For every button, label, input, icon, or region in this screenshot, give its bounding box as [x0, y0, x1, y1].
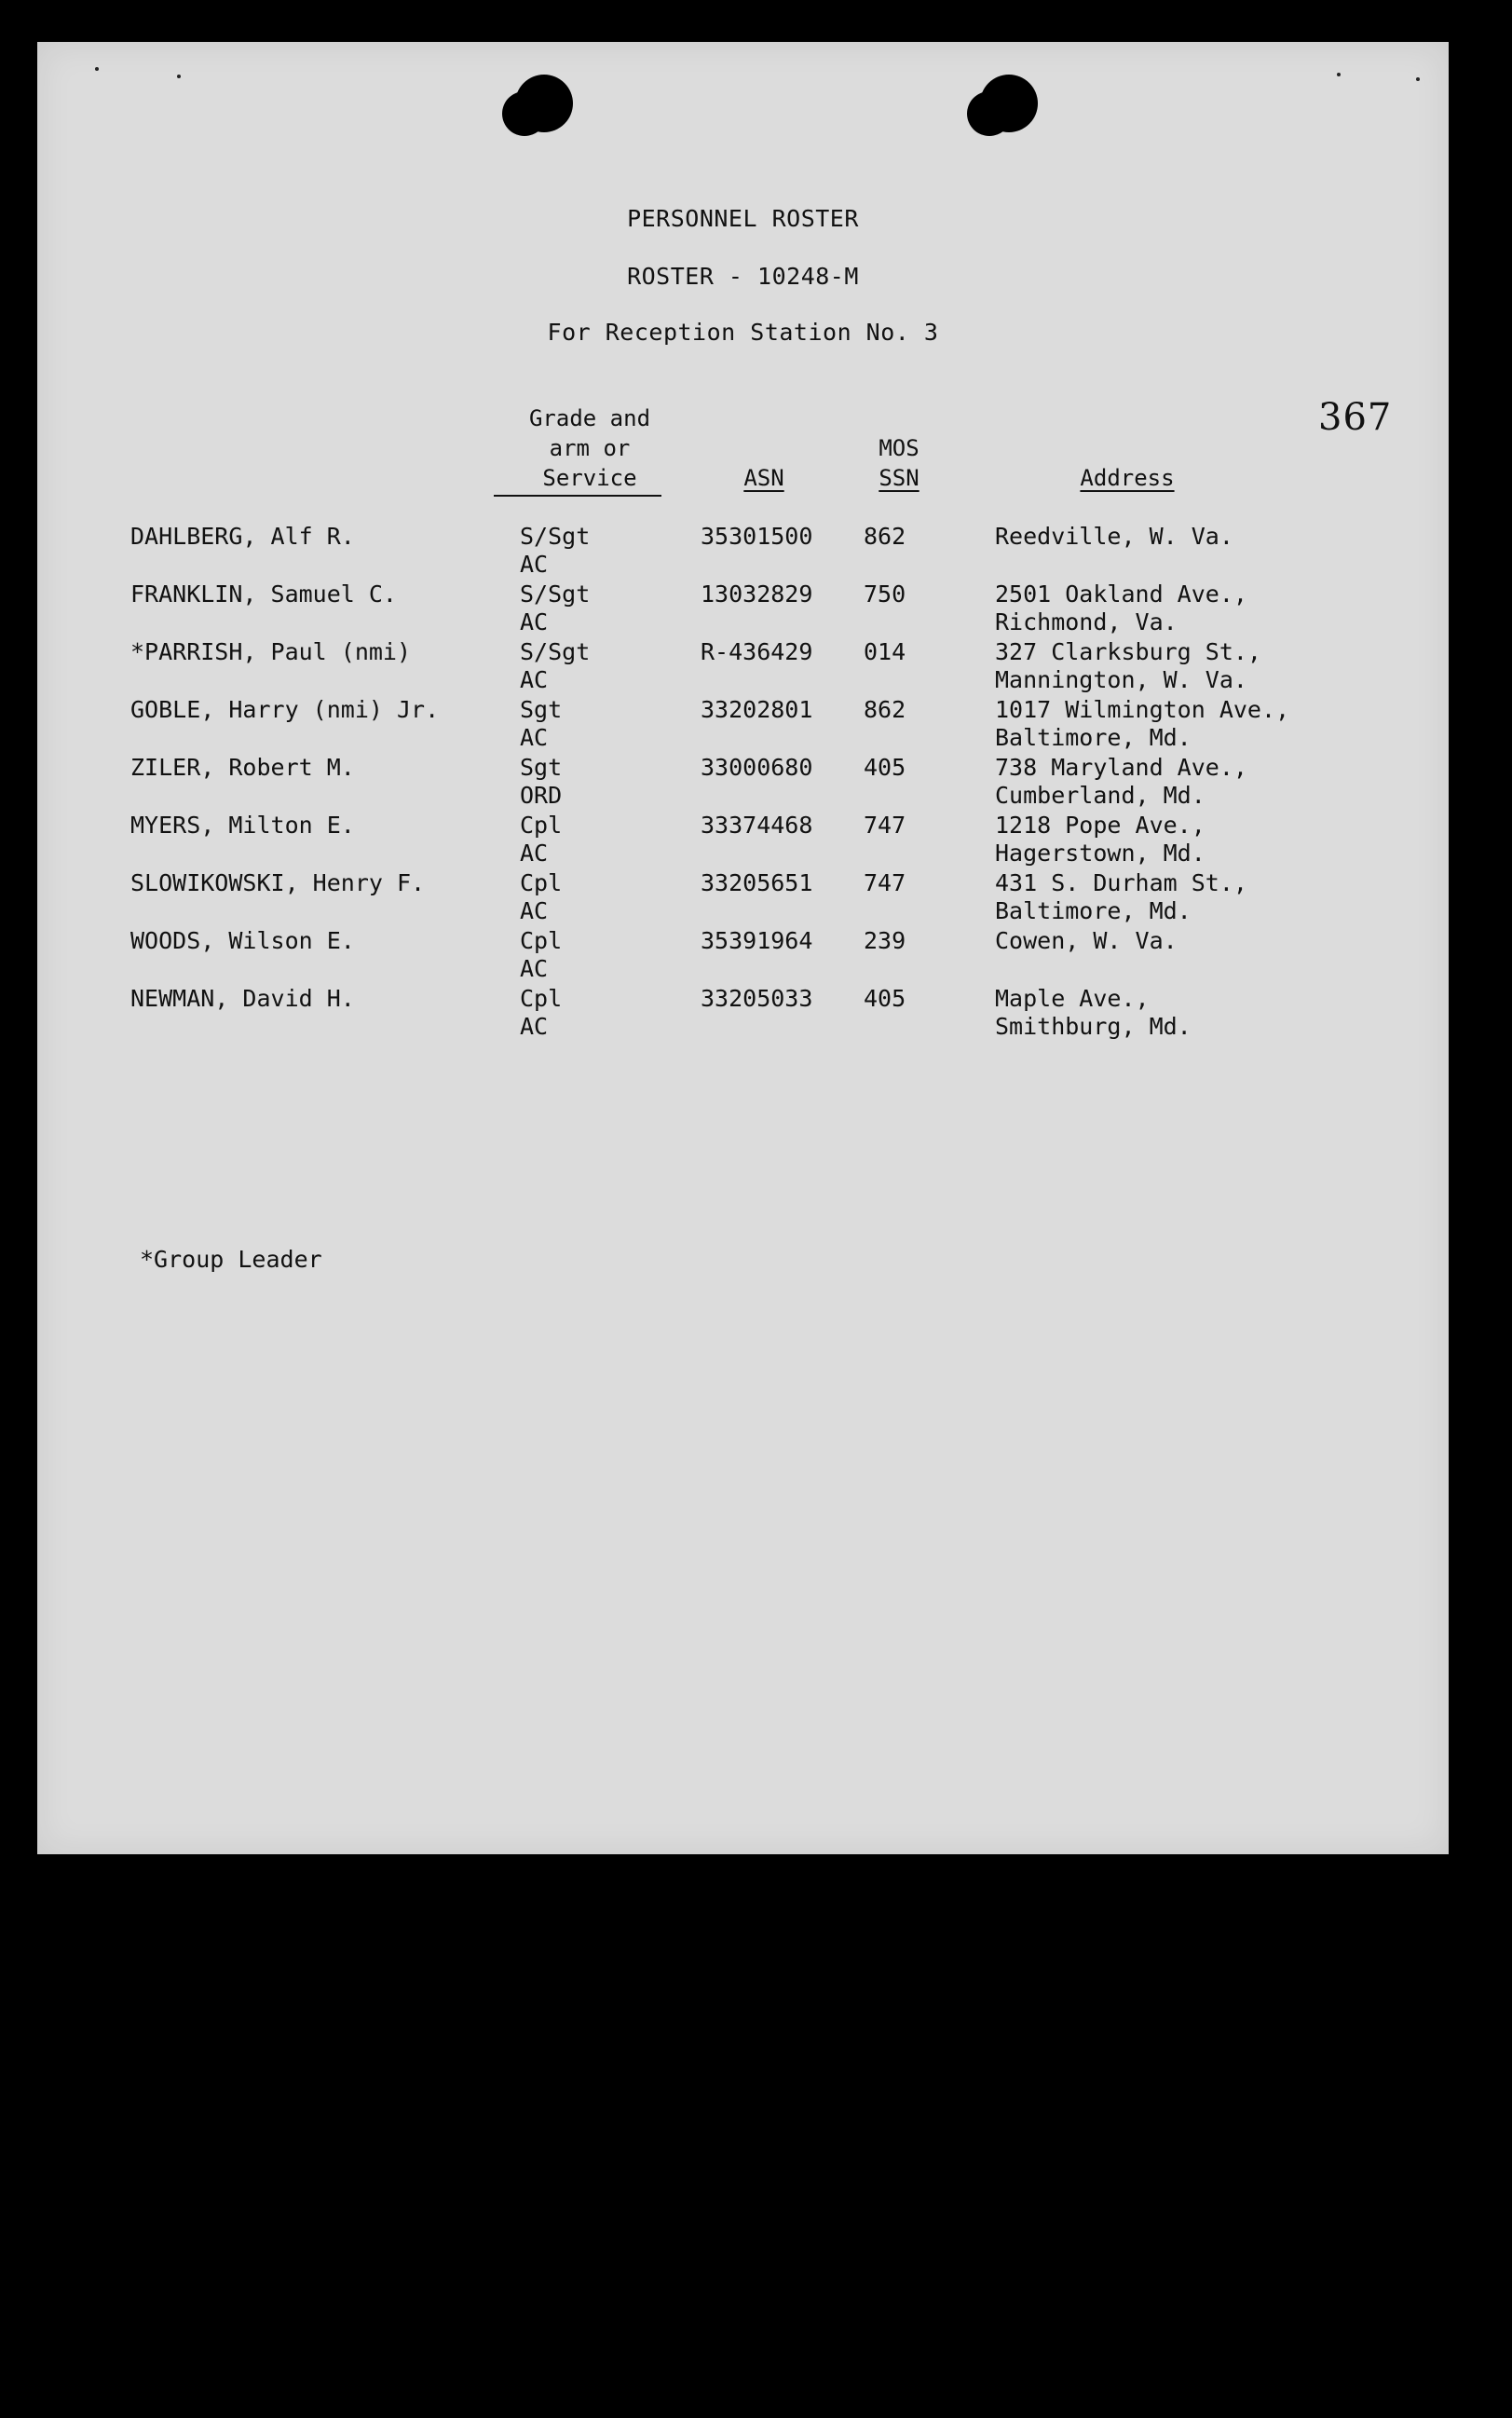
mos-header-line1: MOS [879, 435, 919, 461]
cell-asn: R-436429 [701, 638, 813, 665]
cell-mos: 014 [864, 638, 906, 665]
cell-address2: Mannington, W. Va. [995, 666, 1247, 693]
cell-address1: Maple Ave., [995, 985, 1150, 1012]
cell-name: SLOWIKOWSKI, Henry F. [130, 869, 426, 896]
cell-asn: 13032829 [701, 581, 813, 608]
cell-asn: 33205033 [701, 985, 813, 1012]
cell-address1: Reedville, W. Va. [995, 523, 1233, 550]
cell-grade: S/Sgt [520, 523, 591, 550]
grade-header-rule [494, 495, 661, 497]
cell-name: DAHLBERG, Alf R. [130, 523, 355, 550]
cell-mos: 747 [864, 869, 906, 896]
cell-address2: Smithburg, Md. [995, 1013, 1192, 1040]
cell-address2: Cumberland, Md. [995, 782, 1206, 809]
cell-address1: 431 S. Durham St., [995, 869, 1247, 896]
cell-name: NEWMAN, David H. [130, 985, 355, 1012]
cell-grade: Cpl [520, 985, 563, 1012]
cell-name: WOODS, Wilson E. [130, 927, 355, 954]
grade-header-line1: Grade and [528, 405, 651, 431]
cell-mos: 405 [864, 754, 906, 781]
cell-mos: 747 [864, 812, 906, 839]
mos-column-header [857, 433, 941, 493]
asn-column-header: ASN [743, 465, 784, 491]
cell-name: GOBLE, Harry (nmi) Jr. [130, 696, 440, 723]
punch-hole-left [515, 75, 573, 132]
address-column-header: Address [1080, 465, 1175, 491]
cell-address1: 1218 Pope Ave., [995, 812, 1206, 839]
cell-address1: 738 Maryland Ave., [995, 754, 1247, 781]
cell-mos: 239 [864, 927, 906, 954]
cell-address1: 327 Clarksburg St., [995, 638, 1261, 665]
speck [1416, 77, 1420, 81]
cell-arm: ORD [520, 782, 563, 809]
cell-arm: AC [520, 666, 549, 693]
cell-arm: AC [520, 608, 549, 635]
cell-grade: Cpl [520, 812, 563, 839]
document-title: PERSONNEL ROSTER [627, 205, 859, 232]
cell-address2: Richmond, Va. [995, 608, 1178, 635]
cell-address2: Baltimore, Md. [995, 897, 1192, 924]
cell-mos: 862 [864, 696, 906, 723]
cell-asn: 33205651 [701, 869, 813, 896]
cell-arm: AC [520, 840, 549, 867]
grade-header-line3: Service [542, 465, 637, 491]
cell-mos: 862 [864, 523, 906, 550]
cell-name: *PARRISH, Paul (nmi) [130, 638, 412, 665]
cell-address1: Cowen, W. Va. [995, 927, 1178, 954]
page-number: 367 [1318, 396, 1393, 439]
station-line: For Reception Station No. 3 [547, 319, 939, 346]
cell-asn: 33000680 [701, 754, 813, 781]
cell-grade: S/Sgt [520, 581, 591, 608]
cell-grade: Sgt [520, 696, 563, 723]
cell-asn: 33374468 [701, 812, 813, 839]
cell-arm: AC [520, 724, 549, 751]
cell-grade: S/Sgt [520, 638, 591, 665]
footnote: *Group Leader [140, 1246, 322, 1273]
cell-arm: AC [520, 897, 549, 924]
cell-asn: 35391964 [701, 927, 813, 954]
cell-name: FRANKLIN, Samuel C. [130, 581, 397, 608]
cell-arm: AC [520, 955, 549, 982]
cell-arm: AC [520, 1013, 549, 1040]
cell-name: MYERS, Milton E. [130, 812, 355, 839]
cell-grade: Cpl [520, 927, 563, 954]
grade-column-header [492, 403, 688, 493]
speck [95, 67, 99, 71]
grade-header-line2: arm or [549, 435, 631, 461]
cell-mos: 750 [864, 581, 906, 608]
mos-header-line2: SSN [879, 465, 919, 491]
cell-arm: AC [520, 551, 549, 578]
cell-address1: 1017 Wilmington Ave., [995, 696, 1290, 723]
speck [177, 75, 181, 78]
cell-name: ZILER, Robert M. [130, 754, 355, 781]
roster-number: ROSTER - 10248-M [627, 263, 859, 290]
cell-address1: 2501 Oakland Ave., [995, 581, 1247, 608]
roster-page [37, 42, 1449, 1854]
punch-hole-right [980, 75, 1038, 132]
cell-address2: Baltimore, Md. [995, 724, 1192, 751]
cell-asn: 35301500 [701, 523, 813, 550]
cell-address2: Hagerstown, Md. [995, 840, 1206, 867]
cell-asn: 33202801 [701, 696, 813, 723]
cell-grade: Cpl [520, 869, 563, 896]
cell-mos: 405 [864, 985, 906, 1012]
speck [1337, 73, 1341, 76]
cell-grade: Sgt [520, 754, 563, 781]
